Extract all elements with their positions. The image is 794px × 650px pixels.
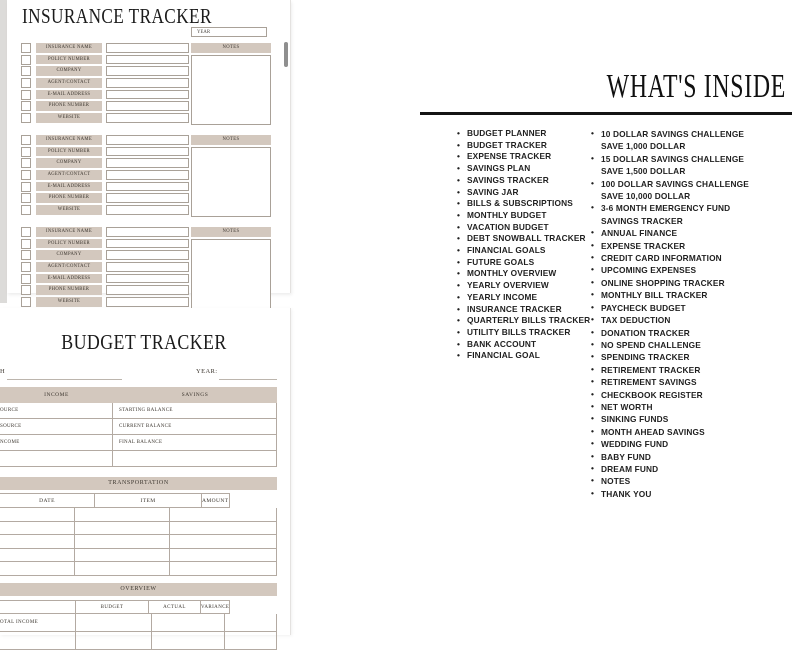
list-item-line: SAVINGS TRACKER [601,215,683,226]
list-item-label: BILLS & SUBSCRIPTIONS [467,198,573,209]
savings-cell[interactable]: CURRENT BALANCE [113,419,277,435]
table-row [0,562,277,576]
date-cell[interactable] [0,508,75,522]
field-label: AGENT/CONTACT [36,170,102,180]
list-item-label: BUDGET PLANNER [467,128,547,138]
list-item-lines [601,426,794,438]
item-cell[interactable] [75,535,170,549]
list-item-line: • 10 DOLLAR SAVINGS CHALLENGE [601,129,745,139]
table-row [0,535,277,549]
scrollbar-thumb[interactable] [284,42,288,67]
field-label: WEBSITE [36,297,102,307]
field-input[interactable] [106,43,189,53]
date-cell[interactable] [0,562,75,576]
list-item [456,233,594,245]
item-cell[interactable] [75,562,170,576]
savings-header: SAVINGS [181,392,209,398]
field-label: POLICY NUMBER [36,147,102,157]
checkbox[interactable] [21,147,31,157]
list-item-line: • DREAM FUND [601,463,659,474]
year-label: YEAR: [196,368,218,375]
checkbox[interactable] [21,90,31,100]
insurance-tracker-page [7,0,291,305]
list-item-line: • MONTH AHEAD SAVINGS [601,426,705,437]
date-cell[interactable] [0,549,75,563]
field-label: E-MAIL ADDRESS [36,90,102,100]
list-item-line: • SPENDING TRACKER [601,352,690,363]
notes-box [191,43,271,125]
item-cell[interactable] [75,549,170,563]
list-item-lines [601,327,794,339]
field-label: POLICY NUMBER [36,55,102,65]
year-input-line[interactable] [219,379,277,380]
list-item [590,376,794,388]
list-item-lines [601,451,794,463]
list-item-line: SAVE 10,000 DOLLAR [601,191,691,202]
field-label: AGENT/CONTACT [36,262,102,272]
field-label: AGENT/CONTACT [36,78,102,88]
list-item [456,245,594,257]
list-item [456,350,594,362]
list-item-line: • THANK YOU [601,488,652,499]
list-item-line: • 15 DOLLAR SAVINGS CHALLENGE [601,153,745,164]
list-item-label: FUTURE GOALS [467,256,535,267]
list-item-label: YEARLY OVERVIEW [467,280,549,291]
list-item [456,187,594,199]
field-input[interactable] [106,193,189,203]
list-item-lines [601,401,794,413]
variance-cell[interactable] [225,632,277,650]
list-item [456,257,594,269]
income-cell[interactable] [0,451,113,467]
checkbox[interactable] [21,66,31,76]
insurance-entry-block [7,43,290,125]
field-input[interactable] [106,66,189,76]
checkbox[interactable] [21,43,31,53]
field-input[interactable] [106,170,189,180]
list-item [590,327,794,339]
variance-cell[interactable] [225,614,277,632]
list-item-lines [601,413,794,425]
contents-list-left [456,128,594,362]
list-item-line: • 100 DOLLAR SAVINGS CHALLENGE [601,178,749,189]
income-cell[interactable]: OURCE [0,403,113,419]
list-item [456,315,594,327]
field-label: COMPANY [36,158,102,168]
table-row [0,419,277,435]
list-item-lines [601,364,794,376]
savings-cell[interactable] [113,451,277,467]
column-header: ITEM [95,493,202,508]
table-row [0,435,277,451]
list-item [590,463,794,475]
notes-box [191,135,271,217]
overview-table [0,600,277,650]
column-header: DATE [0,493,95,508]
field-input[interactable] [106,250,189,260]
field-input[interactable] [106,227,189,237]
field-input[interactable] [106,239,189,249]
list-item [456,292,594,304]
field-label: PHONE NUMBER [36,285,102,295]
list-item [456,280,594,292]
insurance-entry-block [7,135,290,217]
income-savings-rows [0,403,277,467]
divider-rule [420,112,792,115]
checkbox[interactable] [21,158,31,168]
amount-cell[interactable] [170,508,277,522]
list-item-lines [601,252,794,264]
contents-list-right [590,128,794,500]
field-label: WEBSITE [36,113,102,123]
list-item-line: • 3-6 MONTH EMERGENCY FUND [601,203,731,214]
amount-cell[interactable] [170,522,277,536]
list-item-line: • EXPENSE TRACKER [601,240,686,251]
list-item-line: • NO SPEND CHALLENGE [601,339,701,350]
transportation-rows [0,508,277,576]
income-savings-header [0,387,277,403]
income-cell[interactable]: NCOME [0,435,113,451]
table-row [0,451,277,467]
list-item-lines [601,463,794,475]
list-item-line: • NET WORTH [601,401,653,412]
income-savings-table [0,387,277,467]
field-label: PHONE NUMBER [36,193,102,203]
item-cell[interactable] [75,522,170,536]
overview-rows [0,614,277,650]
field-input[interactable] [106,78,189,88]
list-item-line: • NOTES [601,476,631,487]
list-item [456,339,594,351]
insurance-page-title: INSURANCE TRACKER [22,4,212,28]
list-item-lines [601,289,794,301]
insurance-entry-blocks [7,43,290,319]
table-row [0,549,277,563]
list-item-label: QUARTERLY BILLS TRACKER [467,315,591,326]
amount-cell[interactable] [170,549,277,563]
list-item-label: SAVING JAR [467,186,519,197]
field-label: PHONE NUMBER [36,101,102,111]
field-input[interactable] [106,297,189,307]
checkbox[interactable] [21,113,31,123]
list-item [590,202,794,227]
list-item-label: MONTHLY BUDGET [467,209,547,220]
list-item-line: • PAYCHECK BUDGET [601,302,686,313]
list-item [590,153,794,178]
field-input[interactable] [106,101,189,111]
list-item [590,475,794,487]
list-item-line: SAVE 1,500 DOLLAR [601,166,686,177]
column-header: ACTUAL [149,600,201,614]
field-input[interactable] [106,158,189,168]
list-item [590,277,794,289]
field-label: COMPANY [36,66,102,76]
field-label: WEBSITE [36,205,102,215]
list-item [456,140,594,152]
budget-page-title: BUDGET TRACKER [61,330,227,354]
list-item [590,451,794,463]
checkbox[interactable] [21,170,31,180]
list-item-label: FINANCIAL GOAL [467,350,540,361]
list-item [456,163,594,175]
list-item-line: • WEDDING FUND [601,439,669,450]
list-item-lines [601,153,794,178]
field-input[interactable] [106,135,189,145]
notes-label: NOTES [191,43,271,53]
budget-tracker-page [0,308,291,635]
notes-label: NOTES [191,227,271,237]
list-item-label: UTILITY BILLS TRACKER [467,326,571,337]
field-input[interactable] [106,182,189,192]
list-item-lines [601,475,794,487]
list-item-lines [601,389,794,401]
list-item [590,364,794,376]
list-item [590,426,794,438]
list-item [456,304,594,316]
list-item [590,178,794,203]
checkbox[interactable] [21,193,31,203]
list-item-lines [601,240,794,252]
list-item-label: BUDGET TRACKER [467,139,547,150]
list-item [590,438,794,450]
checkbox[interactable] [21,250,31,260]
list-item [590,401,794,413]
month-label-fragment: H [0,368,5,375]
list-item-line: • ONLINE SHOPPING TRACKER [601,277,725,288]
list-item-label: MONTHLY OVERVIEW [467,268,557,279]
list-item [456,151,594,163]
list-item-line: • MONTHLY BILL TRACKER [601,290,708,301]
list-item-line: • CHECKBOOK REGISTER [601,389,703,400]
checkbox[interactable] [21,78,31,88]
transportation-section-header: TRANSPORTATION [0,477,277,490]
list-item-lines [601,227,794,239]
list-item [590,252,794,264]
list-item-label: VACATION BUDGET [467,221,549,232]
month-input-line[interactable] [7,379,122,380]
list-item [456,327,594,339]
overview-column-headers [0,600,277,614]
field-label: POLICY NUMBER [36,239,102,249]
list-item-label: BANK ACCOUNT [467,338,537,349]
notes-box [191,227,271,309]
column-header [0,600,76,614]
whats-inside-title: WHAT'S INSIDE [606,68,786,105]
field-input[interactable] [106,147,189,157]
list-item-line: SAVE 1,000 DOLLAR [601,141,686,152]
budget-cell[interactable] [76,614,152,632]
notes-area[interactable] [191,239,271,309]
list-item [590,314,794,326]
list-item [590,289,794,301]
item-cell[interactable] [75,508,170,522]
checkbox[interactable] [21,262,31,272]
insurance-entry-block [7,227,290,309]
column-header: BUDGET [76,600,149,614]
list-item-line: • BABY FUND [601,451,652,462]
table-row [0,508,277,522]
list-item-label: EXPENSE TRACKER [467,151,552,162]
actual-cell[interactable] [152,632,225,650]
budget-cell[interactable] [76,632,152,650]
list-item-label: YEARLY INCOME [467,291,538,302]
list-item-line: • TAX DEDUCTION [601,315,671,326]
table-row [0,632,277,650]
list-item [590,264,794,276]
checkbox[interactable] [21,182,31,192]
list-item-line: • UPCOMING EXPENSES [601,265,697,276]
date-cell[interactable] [0,535,75,549]
field-input[interactable] [106,90,189,100]
list-item-label: INSURANCE TRACKER [467,303,562,314]
list-item [590,128,794,153]
checkbox[interactable] [21,55,31,65]
list-item-line: • ANNUAL FINANCE [601,228,678,239]
column-header: AMOUNT [202,493,230,508]
list-item [590,227,794,239]
list-item [456,268,594,280]
page-edge-strip [0,0,7,303]
checkbox[interactable] [21,297,31,307]
field-input[interactable] [106,262,189,272]
income-header: INCOME [44,392,69,398]
list-item [590,488,794,500]
field-label: E-MAIL ADDRESS [36,274,102,284]
checkbox[interactable] [21,101,31,111]
field-label: E-MAIL ADDRESS [36,182,102,192]
income-cell[interactable]: SOURCE [0,419,113,435]
list-item-lines [601,178,794,203]
list-item [590,389,794,401]
list-item-line: • SINKING FUNDS [601,414,669,425]
list-item-line: • DONATION TRACKER [601,327,690,338]
field-input[interactable] [106,274,189,284]
list-item-lines [601,302,794,314]
list-item-lines [601,128,794,153]
list-item-lines [601,339,794,351]
list-item [456,128,594,140]
column-header: VARIANCE [201,600,230,614]
actual-cell[interactable] [152,614,225,632]
overview-section-header: OVERVIEW [0,583,277,596]
list-item [590,339,794,351]
list-item-lines [601,277,794,289]
amount-cell[interactable] [170,562,277,576]
table-row [0,614,277,632]
checkbox[interactable] [21,205,31,215]
savings-cell[interactable]: FINAL BALANCE [113,435,277,451]
list-item-lines [601,438,794,450]
list-item-label: SAVINGS PLAN [467,163,531,174]
notes-label: NOTES [191,135,271,145]
field-label: INSURANCE NAME [36,227,102,237]
date-cell[interactable] [0,522,75,536]
field-label: COMPANY [36,250,102,260]
savings-cell[interactable]: STARTING BALANCE [113,403,277,419]
field-label: INSURANCE NAME [36,43,102,53]
field-label: INSURANCE NAME [36,135,102,145]
list-item [456,175,594,187]
year-label: YEAR [197,30,211,35]
list-item-lines [601,314,794,326]
amount-cell[interactable] [170,535,277,549]
list-item [456,198,594,210]
list-item-lines [601,351,794,363]
field-input[interactable] [106,285,189,295]
list-item-label: DEBT SNOWBALL TRACKER [467,233,586,244]
table-row [0,403,277,419]
field-input[interactable] [106,113,189,123]
list-item-line: • CREDIT CARD INFORMATION [601,253,722,264]
notes-area[interactable] [191,55,271,125]
notes-area[interactable] [191,147,271,217]
checkbox[interactable] [21,239,31,249]
list-item [590,413,794,425]
list-item-lines [601,488,794,500]
row-label: OTAL INCOME [0,614,76,632]
list-item-lines [601,264,794,276]
table-row [0,522,277,536]
row-label [0,632,76,650]
checkbox[interactable] [21,135,31,145]
checkbox[interactable] [21,227,31,237]
list-item-line: • RETIREMENT SAVINGS [601,377,697,388]
transportation-column-headers [0,493,277,508]
field-input[interactable] [106,205,189,215]
checkbox[interactable] [21,285,31,295]
list-item-lines [601,202,794,227]
list-item [456,222,594,234]
list-item [590,302,794,314]
list-item-label: SAVINGS TRACKER [467,174,549,185]
list-item [590,240,794,252]
list-item [590,351,794,363]
list-item-label: FINANCIAL GOALS [467,245,546,256]
field-input[interactable] [106,55,189,65]
year-field[interactable] [191,27,267,37]
list-item [456,210,594,222]
list-item-line: • RETIREMENT TRACKER [601,364,701,375]
transportation-table [0,493,277,576]
list-item-lines [601,376,794,388]
checkbox[interactable] [21,274,31,284]
